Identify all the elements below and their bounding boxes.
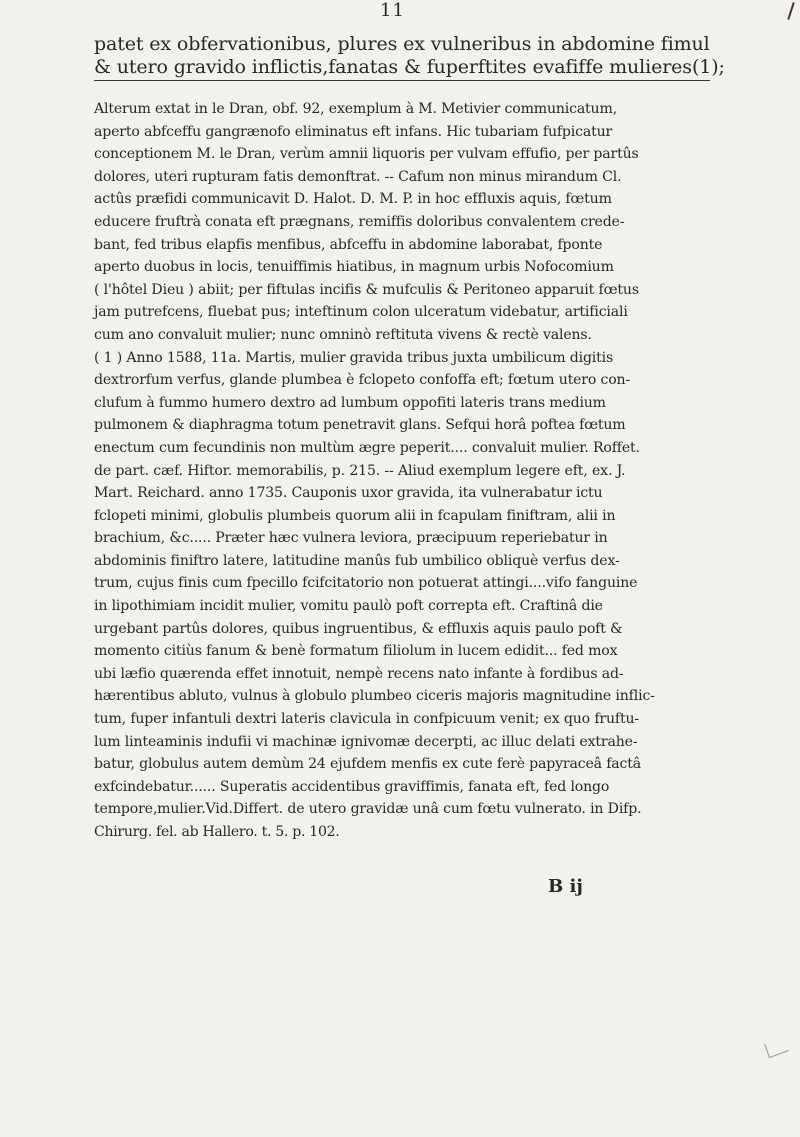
footnote-line: lum linteaminis indufii vi machinæ ignivomæ decerpti, ac illuc delati extrahe- bbox=[94, 733, 638, 750]
footnote-line: pulmonem & diaphragma totum penetravit glans. Sefqui horâ poftea fœtum bbox=[94, 417, 626, 434]
footnote-line: Mart. Reichard. anno 1735. Cauponis uxor gravida, ita vulnerabatur ictu bbox=[94, 485, 603, 502]
footnote-line: aperto duobus in locis, tenuiffimis hiatibus, in magnum urbis Nofocomium bbox=[94, 259, 614, 276]
footnote-line: dextrorfum verfus, glande plumbea è fclopeto confoffa eft; fœtum utero con- bbox=[94, 372, 631, 389]
footnote-line: bant, fed tribus elapfis menfibus, abfceffu in abdomine laborabat, fponte bbox=[94, 236, 603, 253]
main-text-line: & utero gravido inflictis,fanatas & fuperftites evafiffe mulieres(1); bbox=[94, 56, 725, 78]
footnote-line: Alterum extat in le Dran, obf. 92, exemplum à M. Metivier communicatum, bbox=[94, 101, 617, 117]
signature-mark: B ij bbox=[548, 876, 583, 897]
footnote-line: in lipothimiam incidit mulier, vomitu paulò poft correpta eft. Craftinâ die bbox=[94, 598, 603, 615]
footnote-line: enectum cum fecundinis non multùm ægre peperit.... convaluit mulier. Roffet. bbox=[94, 439, 640, 456]
footnote-line: ( 1 ) Anno 1588, 11a. Martis, mulier gravida tribus juxta umbilicum digitis bbox=[94, 349, 614, 366]
footnote-line: tum, fuper infantuli dextri lateris clavicula in confpicuum venit; ex quo fruftu- bbox=[94, 711, 640, 728]
page-edge-mark bbox=[764, 1037, 789, 1058]
footnote-line: hærentibus abluto, vulnus à globulo plumbeo ciceris majoris magnitudine inflic- bbox=[94, 688, 655, 705]
footnote-line: abdominis finiftro latere, latitudine manûs fub umbilico obliquè verfus dex- bbox=[94, 552, 620, 569]
footnote-line: cum ano convaluit mulier; nunc omninò reftituta vivens & rectè valens. bbox=[94, 326, 592, 343]
footnote-line: clufum à fummo humero dextro ad lumbum oppofiti lateris trans medium bbox=[94, 394, 606, 411]
footnote-line: ( l'hôtel Dieu ) abiit; per fiftulas incifis & mufculis & Peritoneo apparuit fœtus bbox=[94, 281, 639, 298]
footnote-line: momento citiùs fanum & benè formatum filiolum in lucem edidit... fed mox bbox=[94, 643, 618, 660]
footnote-line: actûs præfidi communicavit D. Halot. D. M. P. in hoc effluxis aquis, fœtum bbox=[94, 191, 612, 208]
footnote-line: trum, cujus finis cum fpecillo fcifcitatorio non potuerat attingi....vifo fanguine bbox=[94, 575, 638, 592]
footnote-line: de part. cæf. Hiftor. memorabilis, p. 215. -- Aliud exemplum legere eft, ex. J. bbox=[94, 462, 626, 479]
footnote-line: Chirurg. fel. ab Hallero. t. 5. p. 102. bbox=[94, 824, 340, 840]
footnote-line: batur, globulus autem demùm 24 ejufdem menfis ex cute ferè papyraceâ factâ bbox=[94, 756, 641, 773]
main-text-line: patet ex obfervationibus, plures ex vulneribus in abdomine fimul bbox=[94, 33, 710, 55]
footnote-line: fclopeti minimi, globulis plumbeis quorum alii in fcapulam finiftram, alii in bbox=[94, 507, 616, 524]
footnote-line: aperto abfceffu gangrænofo eliminatus eft infans. Hic tubariam fufpicatur bbox=[94, 123, 613, 140]
footnote-line: urgebant partûs dolores, quibus ingruentibus, & effluxis aquis paulo poft & bbox=[94, 620, 623, 637]
corner-stroke-mark bbox=[787, 2, 794, 20]
footnote-line: exfcindebatur...... Superatis accidentibus graviffimis, fanata eft, fed longo bbox=[94, 778, 610, 795]
page-number: 11 bbox=[380, 0, 405, 21]
footnote-line: jam putrefcens, fluebat pus; inteftinum colon ulceratum videbatur, artificiali bbox=[94, 304, 628, 321]
main-text-block bbox=[94, 33, 734, 79]
footnote-line: tempore,mulier.Vid.Differt. de utero gravidæ unâ cum fœtu vulnerato. in Difp. bbox=[94, 801, 642, 818]
footnote-block bbox=[94, 98, 734, 844]
footnote-line: brachium, &c..... Præter hæc vulnera leviora, præcipuum reperiebatur in bbox=[94, 530, 608, 547]
footnote-line: educere fruftrà conata eft prægnans, remiffis doloribus convalentem crede- bbox=[94, 213, 625, 230]
footnote-line: dolores, uteri rupturam fatis demonftrat. -- Cafum non minus mirandum Cl. bbox=[94, 168, 622, 185]
footnote-line: ubi læfio quærenda effet innotuit, nempè recens nato infante à fordibus ad- bbox=[94, 665, 624, 682]
footnote-line: conceptionem M. le Dran, verùm amnii liquoris per vulvam effufio, per partûs bbox=[94, 146, 639, 163]
footnote-separator-rule bbox=[94, 80, 710, 81]
